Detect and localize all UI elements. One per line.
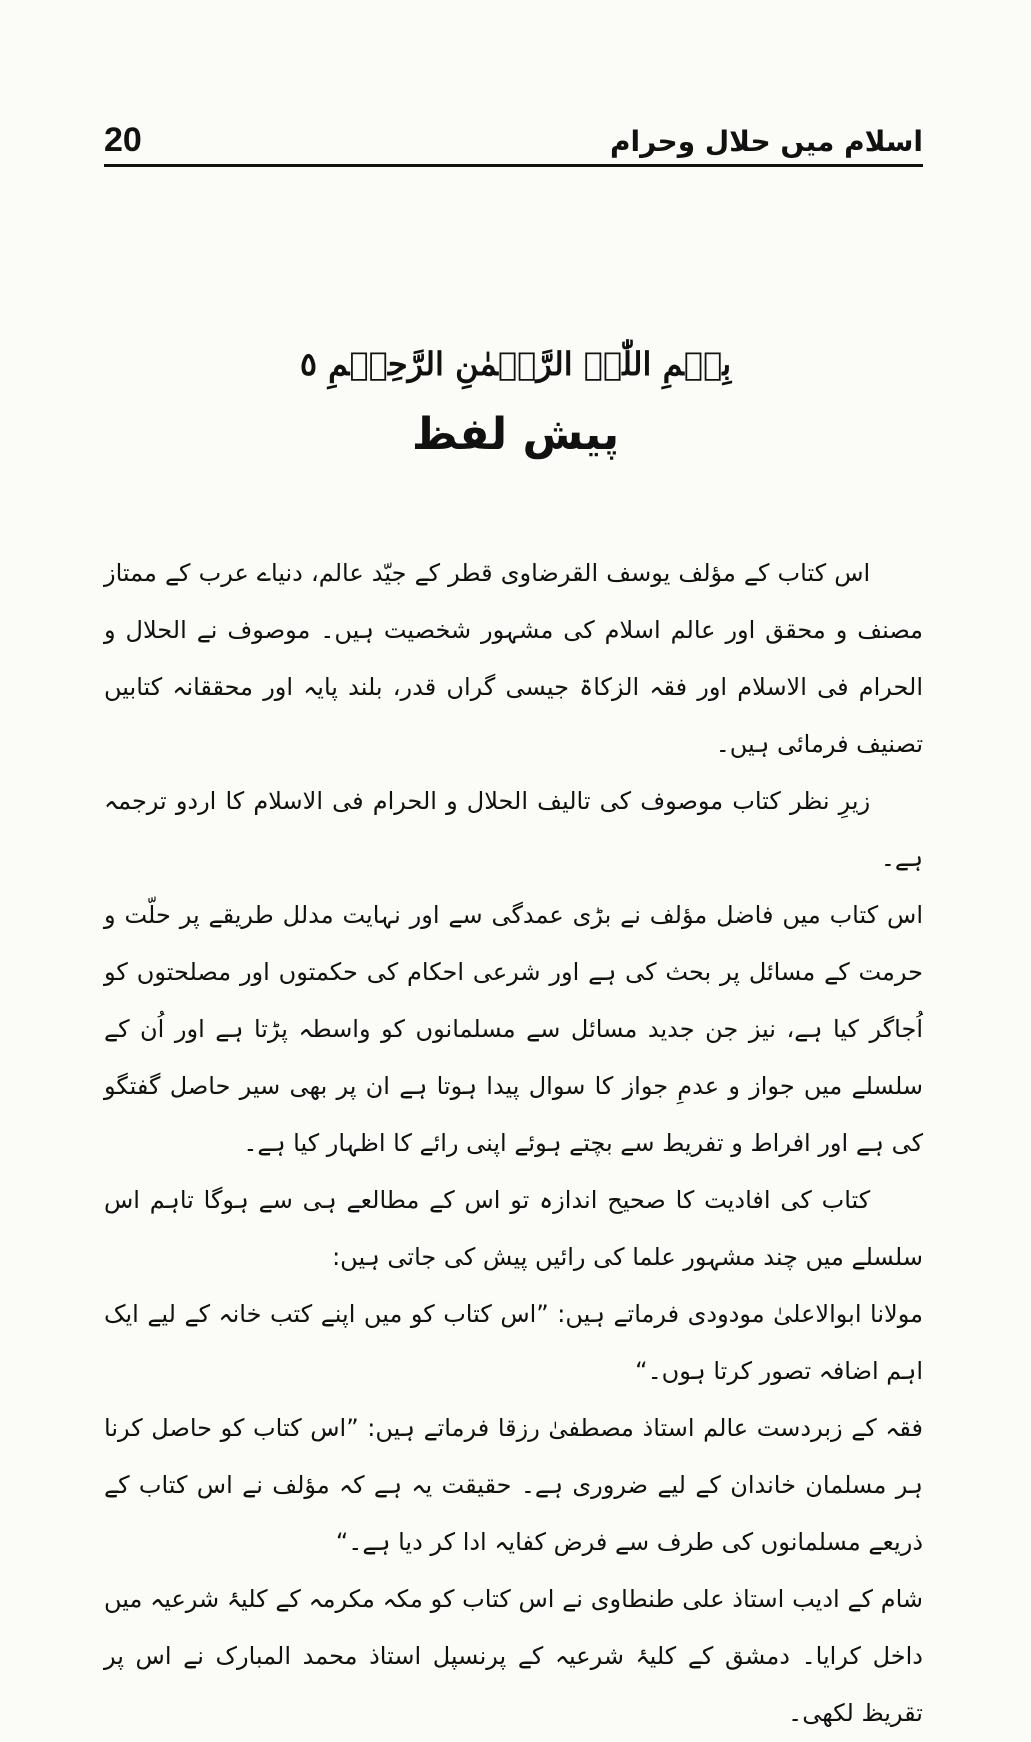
paragraph-book-content: اس کتاب میں فاضل مؤلف نے بڑی عمدگی سے اور نہایت مدلل طریقے پر حلّت و حرمت کے مسائل پر بحث کی ہے اور شرعی احکام کی حکمتوں اور مصلحتوں کو اُجاگر کیا ہے، نیز جن جدید مسائل سے مسلمانوں کو واسطہ پڑتا ہے اور اُن کے سلسلے میں جواز و عدمِ جواز کا سوال پیدا ہوتا ہے ان پر بھی سیر حاصل گفتگو کی ہے اور افراط و تفریط سے بچتے ہوئے اپنی رائے کا اظہار کیا ہے۔ xyxy=(104,901,923,1157)
bismillah: بِسۡمِ اللّٰہِ الرَّحۡمٰنِ الرَّحِیۡمِ ٥ xyxy=(299,345,732,383)
paragraph-author-intro: اس کتاب کے مؤلف یوسف القرضاوی قطر کے جیّد عالم، دنیاے عرب کے ممتاز مصنف و محقق اور عالم اسلام کی مشہور شخصیت ہیں۔ موصوف نے الحلال و الحرام فی الاسلام اور فقہ الزکاۃ جیسی گراں قدر، بلند پایہ اور محققانہ کتابیں تصنیف فرمائی ہیں۔ xyxy=(104,559,923,758)
chapter-title: پیش لفظ xyxy=(411,409,620,460)
page-number: 20 xyxy=(104,121,142,159)
body-text xyxy=(104,545,923,1742)
running-title: اسلام میں حلال وحرام xyxy=(610,125,923,158)
paragraph-scholars-opinions-intro: کتاب کی افادیت کا صحیح اندازہ تو اس کے مطالعے ہی سے ہوگا تاہم اس سلسلے میں چند مشہور علما کی رائیں پیش کی جاتی ہیں: xyxy=(104,1186,923,1271)
paragraph-quote-zarqa: فقہ کے زبردست عالم استاذ مصطفیٰ رزقا فرماتے ہیں: ”اس کتاب کو حاصل کرنا ہر مسلمان خاندان کے لیے ضروری ہے۔ حقیقت یہ ہے کہ مؤلف نے اس کتاب کے ذریعے مسلمانوں کی طرف سے فرض کفایہ ادا کر دیا ہے۔“ xyxy=(104,1414,923,1556)
paragraph-tantawi-mubarak: شام کے ادیب استاذ علی طنطاوی نے اس کتاب کو مکہ مکرمہ کے کلیۂ شرعیہ میں داخل کرایا۔ دمشق کے کلیۂ شرعیہ کے پرنسپل استاذ محمد المبارک نے اس پر تقریظ لکھی۔ xyxy=(104,1585,923,1727)
page-header xyxy=(104,120,923,167)
paragraph-quote-maududi: مولانا ابوالاعلیٰ مودودی فرماتے ہیں: ”اس کتاب کو میں اپنے کتب خانہ کے لیے ایک اہم اضافہ تصور کرتا ہوں۔“ xyxy=(104,1300,923,1385)
paragraph-translation-note: زیرِ نظر کتاب موصوف کی تالیف الحلال و الحرام فی الاسلام کا اردو ترجمہ ہے۔ xyxy=(104,787,923,872)
